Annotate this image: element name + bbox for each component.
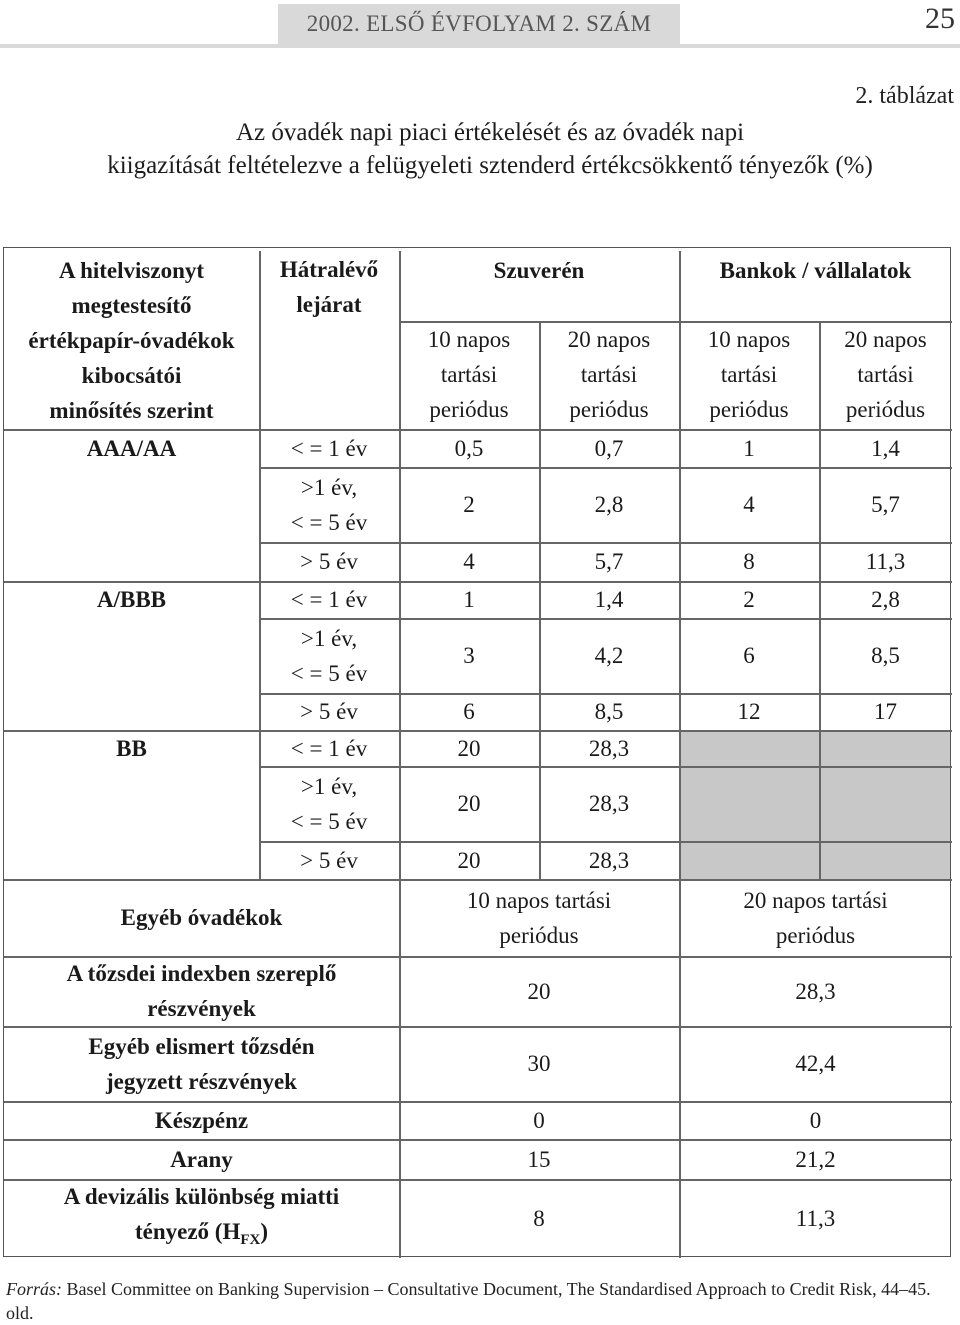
rating-bb xyxy=(4,730,259,766)
table-label: 2. táblázat xyxy=(855,83,954,109)
page-number: 25 xyxy=(925,2,955,35)
hline-other-row xyxy=(4,956,952,958)
row-aaa-aa-2-sov-20d xyxy=(539,542,679,581)
row-bb-0-maturity-text: < = 1 év xyxy=(290,735,368,761)
row-bb-0-sov-20d-text: 28,3 xyxy=(588,735,630,761)
table-title xyxy=(0,116,960,182)
row-aaa-aa-1-sov-20d-text: 2,8 xyxy=(594,492,624,517)
row-aaa-aa-2-maturity xyxy=(259,542,399,581)
other-row-0-20d-text: 28,3 xyxy=(795,978,836,1004)
row-aaa-aa-1-maturity-text: >1 év, < = 5 év xyxy=(290,474,368,535)
source-note xyxy=(6,1277,956,1325)
col-header-maturity-text: Hátralévő lejárat xyxy=(279,257,379,317)
other-row-3-10d xyxy=(399,1139,679,1179)
hline-other-start xyxy=(4,879,952,881)
row-aaa-aa-2-bank-20d-text: 11,3 xyxy=(865,549,906,574)
other-row-3-label-text: Arany xyxy=(170,1146,233,1172)
other-collateral-10d-header xyxy=(399,879,679,956)
row-aaa-aa-1-sov-10d-text: 2 xyxy=(463,492,475,517)
hline-other-row xyxy=(4,1101,952,1103)
row-aaa-aa-1-maturity xyxy=(259,467,399,542)
row-a-bbb-2-sov-10d xyxy=(399,693,539,730)
row-bb-0-sov-10d xyxy=(399,730,539,766)
other-row-3-label xyxy=(4,1139,399,1179)
other-row-4-label xyxy=(4,1179,399,1258)
other-row-0-10d-text: 20 xyxy=(527,978,551,1004)
row-aaa-aa-2-maturity-text: > 5 év xyxy=(300,549,358,574)
row-aaa-aa-0-bank-10d-text: 1 xyxy=(743,435,755,461)
row-aaa-aa-0-bank-10d xyxy=(679,429,819,467)
rating-a-bbb xyxy=(4,581,259,618)
vline-maturity xyxy=(399,251,401,1258)
row-a-bbb-0-maturity-text: < = 1 év xyxy=(290,587,368,612)
hline-maturity-row xyxy=(259,766,952,768)
not-applicable-shading xyxy=(680,730,950,879)
row-bb-1-sov-20d-text: 28,3 xyxy=(588,791,630,816)
row-bb-2-sov-10d xyxy=(399,841,539,879)
row-aaa-aa-2-sov-20d-text: 5,7 xyxy=(594,549,624,574)
row-aaa-aa-0-sov-20d xyxy=(539,429,679,467)
row-a-bbb-2-bank-10d-text: 12 xyxy=(737,699,761,724)
row-bb-0-maturity xyxy=(259,730,399,766)
row-aaa-aa-0-sov-10d xyxy=(399,429,539,467)
other-row-1-10d-text: 30 xyxy=(527,1051,551,1076)
row-a-bbb-2-bank-20d xyxy=(819,693,952,730)
row-aaa-aa-1-bank-10d-text: 4 xyxy=(743,492,755,517)
other-row-2-label xyxy=(4,1101,399,1139)
other-collateral-label-text: Egyéb óvadékok xyxy=(120,905,283,930)
rating-aaa-aa-text: AAA/AA xyxy=(86,435,177,461)
hline-maturity-row xyxy=(259,618,952,620)
row-bb-2-sov-20d xyxy=(539,841,679,879)
rating-aaa-aa xyxy=(4,429,259,467)
row-a-bbb-0-bank-20d-text: 2,8 xyxy=(871,587,900,612)
row-aaa-aa-0-maturity-text: < = 1 év xyxy=(290,435,368,461)
header-rule xyxy=(0,44,960,48)
row-a-bbb-1-maturity xyxy=(259,618,399,693)
row-a-bbb-1-bank-20d-text: 8,5 xyxy=(871,643,900,668)
hline-other-row xyxy=(4,1179,952,1181)
other-row-1-20d-text: 42,4 xyxy=(795,1051,836,1076)
row-aaa-aa-1-sov-20d xyxy=(539,467,679,542)
other-row-1-label-text: Egyéb elismert tőzsdén jegyzett részvények xyxy=(88,1033,315,1094)
col-header-sovereign xyxy=(399,251,679,289)
hline-other-row xyxy=(4,1026,952,1028)
row-a-bbb-0-sov-20d xyxy=(539,581,679,618)
row-a-bbb-2-maturity xyxy=(259,693,399,730)
row-a-bbb-0-sov-10d-text: 1 xyxy=(463,587,475,612)
other-collateral-label xyxy=(4,879,399,956)
table-title-line-2: kiigazítását feltételezve a felügyeleti sztenderd értékcsökkentő tényezők (%) xyxy=(107,152,873,179)
vline-rating xyxy=(259,251,261,879)
table-title-line-1: Az óvadék napi piaci értékelését és az óvadék napi xyxy=(235,119,745,146)
row-a-bbb-0-bank-10d-text: 2 xyxy=(743,587,755,612)
hline-rating-group xyxy=(4,730,952,732)
hline-maturity-row xyxy=(259,841,952,843)
hline-maturity-row xyxy=(259,467,952,469)
other-row-0-label-text: A tőzsdei indexben szereplő részvények xyxy=(66,961,337,1021)
source-text: Basel Committee on Banking Supervision – Consultative Document, The Standardised Approach to Credit Risk, 44–45. old. xyxy=(6,1279,931,1323)
row-a-bbb-1-bank-10d-text: 6 xyxy=(743,643,755,668)
rating-a-bbb-text: A/BBB xyxy=(96,587,167,612)
col-header-sov-20d xyxy=(539,321,679,427)
col-header-bank-10d-text: 10 napos tartási periódus xyxy=(707,326,791,422)
other-row-3-20d-text: 21,2 xyxy=(795,1146,836,1172)
other-row-0-20d xyxy=(679,956,952,1026)
row-a-bbb-2-sov-10d-text: 6 xyxy=(463,699,475,724)
hline-subheader xyxy=(399,321,952,323)
journal-header: 2002. ELSŐ ÉVFOLYAM 2. SZÁM xyxy=(278,4,680,44)
row-bb-2-sov-10d-text: 20 xyxy=(457,847,481,873)
hline-rating-group xyxy=(4,581,952,583)
row-a-bbb-2-sov-20d-text: 8,5 xyxy=(594,699,624,724)
vline-sov-mid xyxy=(539,321,541,879)
row-aaa-aa-0-maturity xyxy=(259,429,399,467)
row-a-bbb-2-bank-10d xyxy=(679,693,819,730)
other-collateral-20d-header xyxy=(679,879,952,956)
row-bb-1-maturity xyxy=(259,766,399,841)
hline-other-row xyxy=(4,1139,952,1141)
other-row-2-20d xyxy=(679,1101,952,1139)
row-a-bbb-1-sov-10d-text: 3 xyxy=(463,643,475,668)
other-row-0-10d xyxy=(399,956,679,1026)
col-header-maturity xyxy=(259,251,399,323)
other-row-1-10d xyxy=(399,1026,679,1101)
col-header-rating-text: A hitelviszonyt megtestesítő értékpapír-óvadékok kibocsátói minősítés szerint xyxy=(28,257,235,423)
row-a-bbb-1-maturity-text: >1 év, < = 5 év xyxy=(290,625,368,686)
row-a-bbb-1-sov-20d-text: 4,2 xyxy=(594,643,624,668)
col-header-rating xyxy=(4,251,259,429)
col-header-sov-20d-text: 20 napos tartási periódus xyxy=(567,326,651,422)
row-aaa-aa-0-sov-20d-text: 0,7 xyxy=(594,435,624,461)
row-a-bbb-2-bank-20d-text: 17 xyxy=(874,699,897,724)
hline-maturity-row xyxy=(259,542,952,544)
row-aaa-aa-1-bank-20d-text: 5,7 xyxy=(871,492,900,517)
row-bb-1-sov-10d xyxy=(399,766,539,841)
row-aaa-aa-0-sov-10d-text: 0,5 xyxy=(454,435,484,461)
row-aaa-aa-1-bank-20d xyxy=(819,467,952,542)
haircut-table xyxy=(3,247,951,1257)
other-row-3-10d-text: 15 xyxy=(527,1146,551,1172)
row-aaa-aa-2-bank-10d-text: 8 xyxy=(743,549,755,574)
vline-sov-banks xyxy=(679,251,681,1258)
row-bb-1-sov-10d-text: 20 xyxy=(457,791,481,816)
other-row-1-label xyxy=(4,1026,399,1101)
other-row-4-label-text: A devizális különbség miatti tényező $(H_{FX})$ xyxy=(63,1184,340,1248)
row-a-bbb-0-bank-10d xyxy=(679,581,819,618)
row-a-bbb-0-sov-20d-text: 1,4 xyxy=(594,587,624,612)
fx-subscript: FX xyxy=(240,1232,261,1248)
col-header-sov-10d xyxy=(399,321,539,427)
other-row-0-label xyxy=(4,956,399,1026)
col-header-sov-10d-text: 10 napos tartási periódus xyxy=(427,326,511,422)
col-header-bank-10d xyxy=(679,321,819,427)
row-a-bbb-1-sov-10d xyxy=(399,618,539,693)
row-bb-0-sov-10d-text: 20 xyxy=(457,735,481,761)
row-a-bbb-0-sov-10d xyxy=(399,581,539,618)
rating-bb-text: BB xyxy=(116,735,147,761)
row-aaa-aa-2-bank-10d xyxy=(679,542,819,581)
other-row-2-10d-text: 0 xyxy=(533,1107,545,1133)
hline-maturity-row xyxy=(259,693,952,695)
row-bb-1-maturity-text: >1 év, < = 5 év xyxy=(290,773,368,834)
row-bb-0-sov-20d xyxy=(539,730,679,766)
row-bb-2-maturity-text: > 5 év xyxy=(300,847,358,873)
row-a-bbb-1-bank-10d xyxy=(679,618,819,693)
row-bb-2-sov-20d-text: 28,3 xyxy=(588,847,630,873)
row-aaa-aa-2-sov-10d xyxy=(399,542,539,581)
col-header-bank-20d xyxy=(819,321,952,427)
other-row-1-20d xyxy=(679,1026,952,1101)
col-header-sovereign-text: Szuverén xyxy=(493,257,585,283)
other-row-4-10d-text: 8 xyxy=(533,1206,545,1231)
other-collateral-20d-header-text: 20 napos tartási periódus xyxy=(743,887,888,948)
col-header-banks-text: Bankok / vállalatok xyxy=(719,257,912,283)
row-a-bbb-0-bank-20d xyxy=(819,581,952,618)
row-aaa-aa-2-bank-20d xyxy=(819,542,952,581)
row-a-bbb-1-sov-20d xyxy=(539,618,679,693)
row-aaa-aa-2-sov-10d-text: 4 xyxy=(463,549,475,574)
other-row-4-10d xyxy=(399,1179,679,1258)
other-row-2-10d xyxy=(399,1101,679,1139)
other-row-4-20d-text: 11,3 xyxy=(795,1206,836,1231)
col-header-bank-20d-text: 20 napos tartási periódus xyxy=(844,326,927,422)
other-row-4-20d xyxy=(679,1179,952,1258)
hline-header-bottom xyxy=(4,429,952,431)
col-header-banks xyxy=(679,251,952,289)
row-aaa-aa-1-bank-10d xyxy=(679,467,819,542)
row-a-bbb-0-maturity xyxy=(259,581,399,618)
row-bb-2-maturity xyxy=(259,841,399,879)
row-a-bbb-1-bank-20d xyxy=(819,618,952,693)
vline-bank-mid xyxy=(819,321,821,879)
other-row-2-20d-text: 0 xyxy=(809,1107,822,1133)
row-aaa-aa-1-sov-10d xyxy=(399,467,539,542)
row-aaa-aa-0-bank-20d-text: 1,4 xyxy=(871,435,900,461)
other-row-2-label-text: Készpénz xyxy=(154,1107,249,1133)
row-bb-1-sov-20d xyxy=(539,766,679,841)
source-prefix: Forrás: xyxy=(6,1279,63,1299)
other-collateral-10d-header-text: 10 napos tartási periódus xyxy=(466,887,612,948)
row-a-bbb-2-sov-20d xyxy=(539,693,679,730)
row-aaa-aa-0-bank-20d xyxy=(819,429,952,467)
row-a-bbb-2-maturity-text: > 5 év xyxy=(300,699,358,724)
other-row-3-20d xyxy=(679,1139,952,1179)
